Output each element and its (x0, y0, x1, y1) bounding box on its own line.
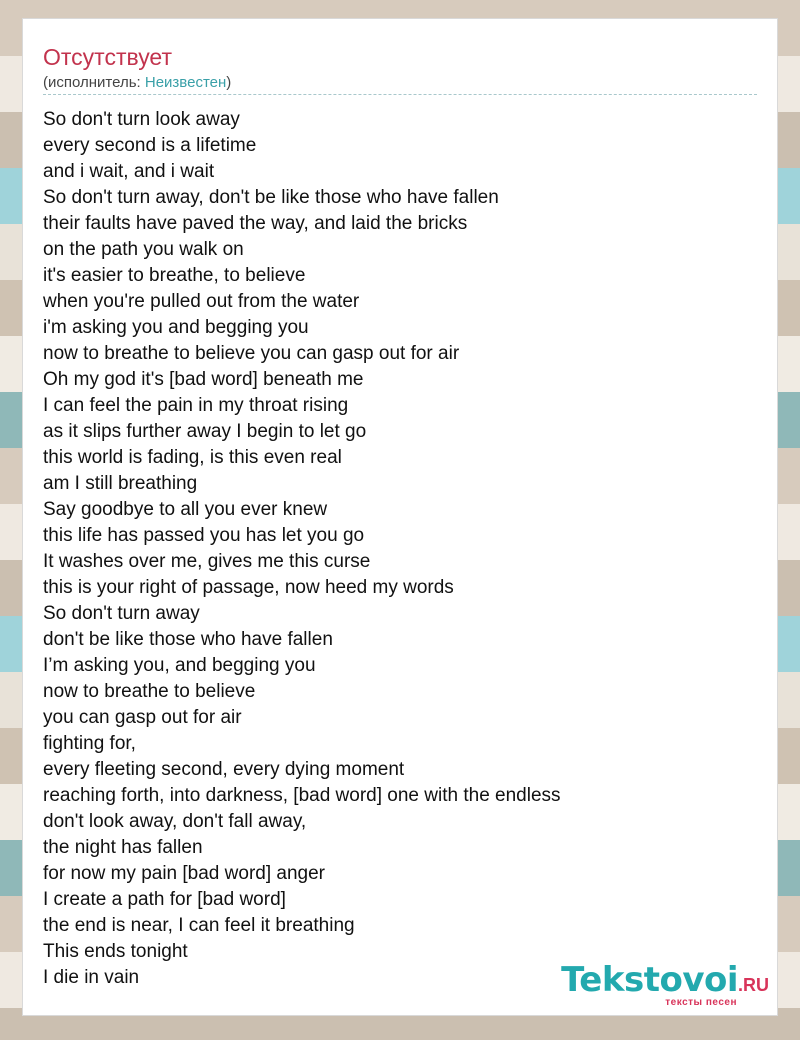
lyric-line: their faults have paved the way, and laid the bricks (43, 213, 468, 234)
lyric-line: when you're pulled out from the water (43, 291, 360, 312)
lyric-line: every second is a lifetime (43, 135, 257, 156)
lyric-line: am I still breathing (43, 473, 198, 494)
lyric-line: and i wait, and i wait (43, 161, 215, 182)
lyric-line: This ends tonight (43, 941, 188, 962)
lyric-line: It washes over me, gives me this curse (43, 551, 371, 572)
lyric-line: now to breathe to believe you can gasp out for air (43, 343, 460, 364)
lyric-line: So don't turn away (43, 603, 200, 624)
lyric-line: don't be like those who have fallen (43, 629, 333, 650)
lyric-line: don't look away, don't fall away, (43, 811, 307, 832)
lyric-line: you can gasp out for air (43, 707, 242, 728)
logo-tld: .RU (738, 975, 769, 995)
lyric-line: So don't turn look away (43, 109, 240, 130)
lyric-line: it's easier to breathe, to believe (43, 265, 306, 286)
lyrics-text (43, 107, 561, 991)
song-title: Отсутствует (43, 44, 172, 70)
lyric-line: I’m asking you, and begging you (43, 655, 316, 676)
lyric-line: Say goodbye to all you ever knew (43, 499, 328, 520)
lyric-line: reaching forth, into darkness, [bad word] one with the endless (43, 785, 561, 806)
logo-wordmark: Tekstovoi (561, 960, 738, 1000)
lyric-line: every fleeting second, every dying moment (43, 759, 405, 780)
lyrics-card (22, 18, 778, 1016)
lyric-line: I create a path for [bad word] (43, 889, 286, 910)
lyric-line: Oh my god it's [bad word] beneath me (43, 369, 364, 390)
lyric-line: I die in vain (43, 967, 140, 988)
lyric-line: fighting for, (43, 733, 136, 754)
lyric-line: the end is near, I can feel it breathing (43, 915, 355, 936)
artist-prefix: (исполнитель: (43, 74, 145, 91)
lyric-line: the night has fallen (43, 837, 203, 858)
lyric-line: i'm asking you and begging you (43, 317, 309, 338)
lyric-line: for now my pain [bad word] anger (43, 863, 325, 884)
lyric-line: So don't turn away, don't be like those who have fallen (43, 187, 499, 208)
lyric-line: I can feel the pain in my throat rising (43, 395, 349, 416)
artist-link[interactable]: Неизвестен (144, 74, 227, 91)
lyric-line: on the path you walk on (43, 239, 244, 260)
artist-line (43, 74, 231, 92)
lyric-line: now to breathe to believe (43, 681, 256, 702)
title-divider (43, 94, 757, 95)
artist-suffix: ) (226, 74, 232, 91)
site-logo[interactable] (561, 960, 769, 1009)
lyric-line: as it slips further away I begin to let go (43, 421, 367, 442)
lyric-line: this world is fading, is this even real (43, 447, 342, 468)
logo-tagline: тексты песен (665, 997, 737, 1008)
lyric-line: this is your right of passage, now heed my words (43, 577, 454, 598)
lyric-line: this life has passed you has let you go (43, 525, 365, 546)
